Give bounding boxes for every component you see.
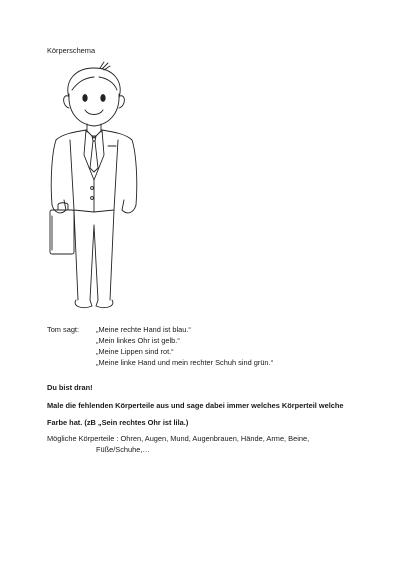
quote-line: „Mein linkes Ohr ist gelb.“ (96, 336, 180, 345)
task-instruction-line: Farbe hat. (zB „Sein rechtes Ohr ist lila.) (47, 418, 189, 427)
task-instruction-line: Male die fehlenden Körperteile aus und sage dabei immer welches Körperteil welche (47, 401, 344, 410)
body-parts-list-continued: Füße/Schuhe,… (96, 445, 150, 454)
quote-line: „Meine Lippen sind rot.“ (96, 347, 174, 356)
body-parts-list: Mögliche Körperteile : Ohren, Augen, Mund, Augenbrauen, Hände, Arme, Beine, (47, 434, 310, 443)
speaker-label: Tom sagt: (47, 325, 80, 334)
businessman-drawing-icon (44, 60, 144, 315)
quote-line: „Meine rechte Hand ist blau.“ (96, 325, 191, 334)
task-heading: Du bist dran! (47, 383, 93, 392)
page-title: Körperschema (47, 46, 96, 55)
quote-line: „Meine linke Hand und mein rechter Schuh sind grün.“ (96, 358, 274, 367)
